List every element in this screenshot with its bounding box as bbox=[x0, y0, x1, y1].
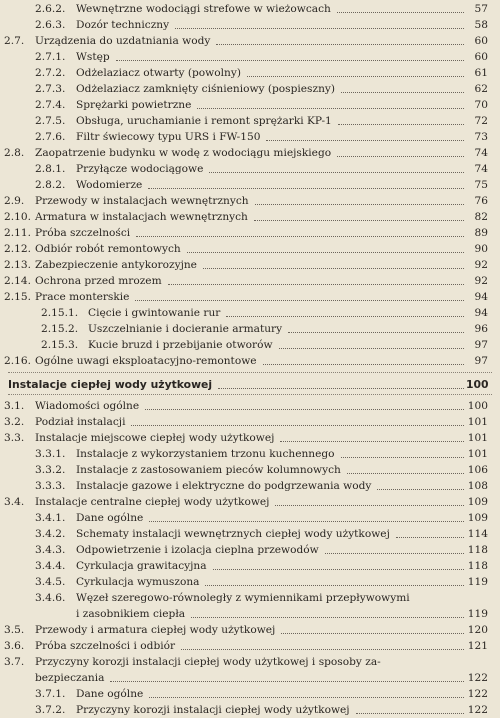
toc-entry-number: 2.8.1. bbox=[35, 163, 66, 175]
dot-leader bbox=[218, 388, 464, 389]
dot-leader bbox=[181, 649, 464, 650]
toc-entry-number: 3.4.5. bbox=[35, 576, 66, 588]
toc-entry bbox=[0, 606, 500, 622]
toc-entry-number: 2.7.4. bbox=[35, 99, 66, 111]
dot-leader bbox=[136, 236, 464, 237]
toc-entry-number: 2.8. bbox=[4, 147, 25, 159]
toc-entry-number: 2.15.1. bbox=[41, 307, 79, 319]
toc-entry-page-number: 60 bbox=[474, 51, 488, 63]
toc-entry-title: Sprężarki powietrzne bbox=[76, 97, 194, 113]
toc-entry-title: Odżelaziacz zamknięty ciśnieniowy (pospieszny) bbox=[76, 81, 338, 97]
dot-leader bbox=[347, 473, 464, 474]
toc-entry-title: bezpieczania bbox=[35, 670, 107, 686]
toc-entry-title: Cyrkulacja grawitacyjna bbox=[76, 558, 210, 574]
toc-entry-title: Wewnętrzne wodociągi strefowe w wieżowcach bbox=[76, 1, 334, 17]
dot-leader bbox=[325, 553, 464, 554]
toc-entry-title: Wiadomości ogólne bbox=[35, 398, 142, 414]
toc-entry-number: 2.10. bbox=[4, 211, 31, 223]
dot-leader bbox=[213, 569, 464, 570]
toc-entry bbox=[0, 17, 500, 33]
toc-entry-page-number: 122 bbox=[467, 688, 488, 700]
toc-entry bbox=[0, 129, 500, 145]
dot-leader bbox=[266, 140, 464, 141]
dot-leader bbox=[255, 204, 464, 205]
chapter-heading-row bbox=[0, 377, 500, 393]
dot-leader bbox=[281, 633, 464, 634]
toc-entry-number: 2.8.2. bbox=[35, 179, 66, 191]
section-divider bbox=[8, 394, 492, 395]
toc-entry-title: Instalacje z wykorzystaniem trzonu kuchennego bbox=[76, 446, 338, 462]
toc-entry-title: Instalacje z zastosowaniem pieców kolumnowych bbox=[76, 462, 344, 478]
toc-entry-page-number: 62 bbox=[474, 83, 488, 95]
toc-entry bbox=[0, 574, 500, 590]
toc-entry bbox=[0, 225, 500, 241]
dot-leader bbox=[341, 457, 464, 458]
toc-entry-title: Próba szczelności bbox=[35, 225, 133, 241]
toc-entry-title: Cyrkulacja wymuszona bbox=[76, 574, 202, 590]
toc-entry-page-number: 109 bbox=[467, 512, 488, 524]
dot-leader bbox=[337, 156, 464, 157]
toc-entry bbox=[0, 97, 500, 113]
toc-entry bbox=[0, 113, 500, 129]
dot-leader bbox=[205, 585, 464, 586]
toc-entry-number: 2.15.3. bbox=[41, 339, 79, 351]
toc-entry-page-number: 109 bbox=[467, 496, 488, 508]
toc-entry-page-number: 57 bbox=[474, 3, 488, 15]
toc-entry bbox=[0, 494, 500, 510]
toc-entry-page-number: 74 bbox=[474, 147, 488, 159]
toc-entry-title: Przewody i armatura ciepłej wody użytkowej bbox=[35, 622, 278, 638]
toc-entry-page-number: 72 bbox=[474, 115, 488, 127]
toc-entry-number: 3.5. bbox=[4, 624, 25, 636]
toc-entry-title: Zabezpieczenie antykorozyjne bbox=[35, 257, 200, 273]
toc-entry bbox=[0, 654, 500, 670]
toc-entry-title: Wodomierze bbox=[76, 177, 145, 193]
toc-entry-title: Podział instalacji bbox=[35, 414, 128, 430]
dot-leader bbox=[337, 12, 464, 13]
toc-entry-number: 3.1. bbox=[4, 400, 25, 412]
toc-entry-number: 2.14. bbox=[4, 275, 31, 287]
toc-entry-number: 2.11. bbox=[4, 227, 31, 239]
dot-leader bbox=[377, 489, 464, 490]
toc-entry-title: i zasobnikiem ciepła bbox=[76, 606, 188, 622]
dot-leader bbox=[341, 92, 464, 93]
toc-entry-title: Instalacje ciepłej wody użytkowej bbox=[8, 377, 215, 393]
toc-entry-title: Armatura w instalacjach wewnętrznych bbox=[35, 209, 251, 225]
toc-entry-number: 2.16. bbox=[4, 355, 31, 367]
dot-leader bbox=[187, 252, 464, 253]
toc-entry-number: 3.4.3. bbox=[35, 544, 66, 556]
dot-leader bbox=[175, 28, 464, 29]
toc-entry-title: Urządzenia do uzdatniania wody bbox=[35, 33, 213, 49]
toc-entry-page-number: 74 bbox=[474, 163, 488, 175]
toc-entry-title: Przyczyny korozji instalacji ciepłej wody użytkowej bbox=[76, 702, 353, 718]
dot-leader bbox=[280, 441, 464, 442]
toc-entry-page-number: 121 bbox=[467, 640, 488, 652]
toc-entry bbox=[0, 161, 500, 177]
toc-entry-number: 2.9. bbox=[4, 195, 25, 207]
dot-leader bbox=[148, 188, 464, 189]
toc-entry bbox=[0, 241, 500, 257]
toc-entry bbox=[0, 622, 500, 638]
toc-entry-page-number: 92 bbox=[474, 259, 488, 271]
toc-entry-page-number: 100 bbox=[467, 400, 488, 412]
toc-entry-title: Próba szczelności i odbiór bbox=[35, 638, 178, 654]
toc-entry-page-number: 90 bbox=[474, 243, 488, 255]
toc-entry-page-number: 70 bbox=[474, 99, 488, 111]
toc-entry-number: 2.6.3. bbox=[35, 19, 66, 31]
toc-entry-page-number: 73 bbox=[474, 131, 488, 143]
toc-entry-number: 3.3. bbox=[4, 432, 25, 444]
toc-entry bbox=[0, 337, 500, 353]
toc-entry bbox=[0, 398, 500, 414]
toc-entry-title: Odpowietrzenie i izolacja cieplna przewodów bbox=[76, 542, 322, 558]
toc-entry-title: Odbiór robót remontowych bbox=[35, 241, 184, 257]
toc-entry-number: 3.3.2. bbox=[35, 464, 66, 476]
toc-entry bbox=[0, 558, 500, 574]
toc-entry-number: 2.7.2. bbox=[35, 67, 66, 79]
toc-entry-title: Wstęp bbox=[76, 49, 113, 65]
dot-leader bbox=[356, 713, 464, 714]
toc-entry bbox=[0, 193, 500, 209]
toc-entry-number: 3.6. bbox=[4, 640, 25, 652]
toc-entry-number: 2.7.1. bbox=[35, 51, 66, 63]
dot-leader bbox=[168, 284, 464, 285]
toc-entry bbox=[0, 1, 500, 17]
dot-leader bbox=[247, 76, 464, 77]
toc-entry-number: 3.7.2. bbox=[35, 704, 66, 716]
dot-leader bbox=[226, 316, 464, 317]
dot-leader bbox=[135, 300, 464, 301]
toc-entry bbox=[0, 462, 500, 478]
toc-entry-page-number: 97 bbox=[474, 339, 488, 351]
toc-entry-title: Filtr świecowy typu URS i FW-150 bbox=[76, 129, 263, 145]
dot-leader bbox=[203, 268, 464, 269]
toc-entry-title: Kucie bruzd i przebijanie otworów bbox=[88, 337, 276, 353]
toc-entry-title: Ochrona przed mrozem bbox=[35, 273, 165, 289]
toc-entry-page-number: 61 bbox=[474, 67, 488, 79]
toc-entry-number: 3.4.2. bbox=[35, 528, 66, 540]
toc-entry bbox=[0, 81, 500, 97]
toc-entry-page-number: 106 bbox=[467, 464, 488, 476]
toc-entry-page-number: 122 bbox=[467, 672, 488, 684]
toc-entry bbox=[0, 321, 500, 337]
toc-entry-title: Dozór techniczny bbox=[76, 17, 172, 33]
toc-entry bbox=[0, 65, 500, 81]
toc-entry-number: 2.13. bbox=[4, 259, 31, 271]
toc-entry-number: 2.12. bbox=[4, 243, 31, 255]
toc-entry-title: Instalacje gazowe i elektryczne do podgrzewania wody bbox=[76, 478, 374, 494]
toc-entry-number: 2.7.6. bbox=[35, 131, 66, 143]
toc-entry bbox=[0, 305, 500, 321]
dot-leader bbox=[263, 364, 464, 365]
toc-entry bbox=[0, 257, 500, 273]
toc-entry-number: 3.4.6. bbox=[35, 592, 66, 604]
toc-entry bbox=[0, 414, 500, 430]
toc-entry bbox=[0, 145, 500, 161]
toc-entry-number: 3.3.1. bbox=[35, 448, 66, 460]
toc-entry-page-number: 101 bbox=[467, 416, 488, 428]
dot-leader bbox=[191, 617, 464, 618]
dot-leader bbox=[338, 124, 464, 125]
toc-entry bbox=[0, 446, 500, 462]
toc-entry bbox=[0, 702, 500, 718]
dot-leader bbox=[279, 348, 464, 349]
toc-entry-title: Odżelaziacz otwarty (powolny) bbox=[76, 65, 244, 81]
toc-entry-page-number: 76 bbox=[474, 195, 488, 207]
toc-entry-number: 3.3.3. bbox=[35, 480, 66, 492]
toc-entry-page-number: 92 bbox=[474, 275, 488, 287]
toc-entry-page-number: 94 bbox=[474, 307, 488, 319]
toc-entry-number: 2.7.3. bbox=[35, 83, 66, 95]
dot-leader bbox=[149, 697, 464, 698]
toc-entry-page-number: 96 bbox=[474, 323, 488, 335]
section-divider bbox=[8, 372, 492, 373]
dot-leader bbox=[110, 681, 464, 682]
toc-entry bbox=[0, 670, 500, 686]
toc-entry-title: Prace monterskie bbox=[35, 289, 132, 305]
toc-entry-title: Przyłącze wodociągowe bbox=[76, 161, 206, 177]
toc-entry-title: Schematy instalacji wewnętrznych ciepłej wody użytkowej bbox=[76, 526, 393, 542]
toc-entry-page-number: 97 bbox=[474, 355, 488, 367]
dot-leader bbox=[131, 425, 464, 426]
toc-entry-title: Instalacje miejscowe ciepłej wody użytkowej bbox=[35, 430, 277, 446]
dot-leader bbox=[116, 60, 464, 61]
toc-entry bbox=[0, 353, 500, 369]
dot-leader bbox=[209, 172, 464, 173]
toc-entry-title: Dane ogólne bbox=[76, 686, 146, 702]
toc-entry-page-number: 114 bbox=[467, 528, 488, 540]
dot-leader bbox=[145, 409, 464, 410]
toc-entry-number: 2.7. bbox=[4, 35, 25, 47]
toc-entry-number: 2.7.5. bbox=[35, 115, 66, 127]
toc-entry-title: Ogólne uwagi eksploatacyjno-remontowe bbox=[35, 353, 260, 369]
toc-entry bbox=[0, 289, 500, 305]
toc-entry-page-number: 120 bbox=[467, 624, 488, 636]
toc-entry-number: 3.4. bbox=[4, 496, 25, 508]
toc-entry-page-number: 82 bbox=[474, 211, 488, 223]
toc-entry-page-number: 58 bbox=[474, 19, 488, 31]
dot-leader bbox=[254, 220, 464, 221]
toc-entry-title: Uszczelnianie i docieranie armatury bbox=[88, 321, 285, 337]
toc-entry-title: Węzeł szeregowo-równoległy z wymiennikami przepływowymi bbox=[76, 590, 413, 606]
dot-leader bbox=[197, 108, 464, 109]
toc-entry-page-number: 60 bbox=[474, 35, 488, 47]
dot-leader bbox=[216, 44, 464, 45]
toc-entry bbox=[0, 478, 500, 494]
toc-entry-number: 2.15. bbox=[4, 291, 31, 303]
toc-entry-page-number: 94 bbox=[474, 291, 488, 303]
toc-entry-number: 3.4.4. bbox=[35, 560, 66, 572]
toc-entry-page-number: 75 bbox=[474, 179, 488, 191]
toc-entry bbox=[0, 273, 500, 289]
toc-entry bbox=[0, 638, 500, 654]
toc-entry-number: 3.7.1. bbox=[35, 688, 66, 700]
toc-entry bbox=[0, 542, 500, 558]
toc-entry-title: Obsługa, uruchamianie i remont sprężarki KP-1 bbox=[76, 113, 335, 129]
toc-entry bbox=[0, 33, 500, 49]
toc-entry-number: 3.7. bbox=[4, 656, 25, 668]
toc-entry-title: Przewody w instalacjach wewnętrznych bbox=[35, 193, 252, 209]
toc-entry-page-number: 119 bbox=[467, 576, 488, 588]
toc-entry-title: Dane ogólne bbox=[76, 510, 146, 526]
toc-entry-number: 2.6.2. bbox=[35, 3, 66, 15]
dot-leader bbox=[288, 332, 464, 333]
toc-entry-number: 3.4.1. bbox=[35, 512, 66, 524]
toc-entry-page-number: 118 bbox=[467, 560, 488, 572]
toc-entry-number: 3.2. bbox=[4, 416, 25, 428]
toc-entry-page-number: 119 bbox=[467, 608, 488, 620]
toc-entry bbox=[0, 526, 500, 542]
toc-entry bbox=[0, 177, 500, 193]
toc-entry-page-number: 89 bbox=[474, 227, 488, 239]
toc-entry bbox=[0, 430, 500, 446]
toc-entry bbox=[0, 686, 500, 702]
toc-entry-title: Zaopatrzenie budynku w wodę z wodociągu miejskiego bbox=[35, 145, 334, 161]
dot-leader bbox=[275, 505, 464, 506]
toc-entry-page-number: 101 bbox=[467, 432, 488, 444]
dot-leader bbox=[149, 521, 464, 522]
toc-entry-title: Cięcie i gwintowanie rur bbox=[88, 305, 223, 321]
toc-entry-number: 2.15.2. bbox=[41, 323, 79, 335]
toc-entry bbox=[0, 590, 500, 606]
toc-entry-page-number: 100 bbox=[466, 378, 489, 391]
toc-entry bbox=[0, 49, 500, 65]
dot-leader bbox=[396, 537, 464, 538]
toc-entry-page-number: 101 bbox=[467, 448, 488, 460]
toc-entry-page-number: 118 bbox=[467, 544, 488, 556]
toc-entry bbox=[0, 209, 500, 225]
toc-entry-page-number: 122 bbox=[467, 704, 488, 716]
toc-entry-title: Instalacje centralne ciepłej wody użytkowej bbox=[35, 494, 272, 510]
toc-entry bbox=[0, 510, 500, 526]
toc-entry-title: Przyczyny korozji instalacji ciepłej wody użytkowej i sposoby za- bbox=[35, 654, 384, 670]
toc-entry-page-number: 108 bbox=[467, 480, 488, 492]
